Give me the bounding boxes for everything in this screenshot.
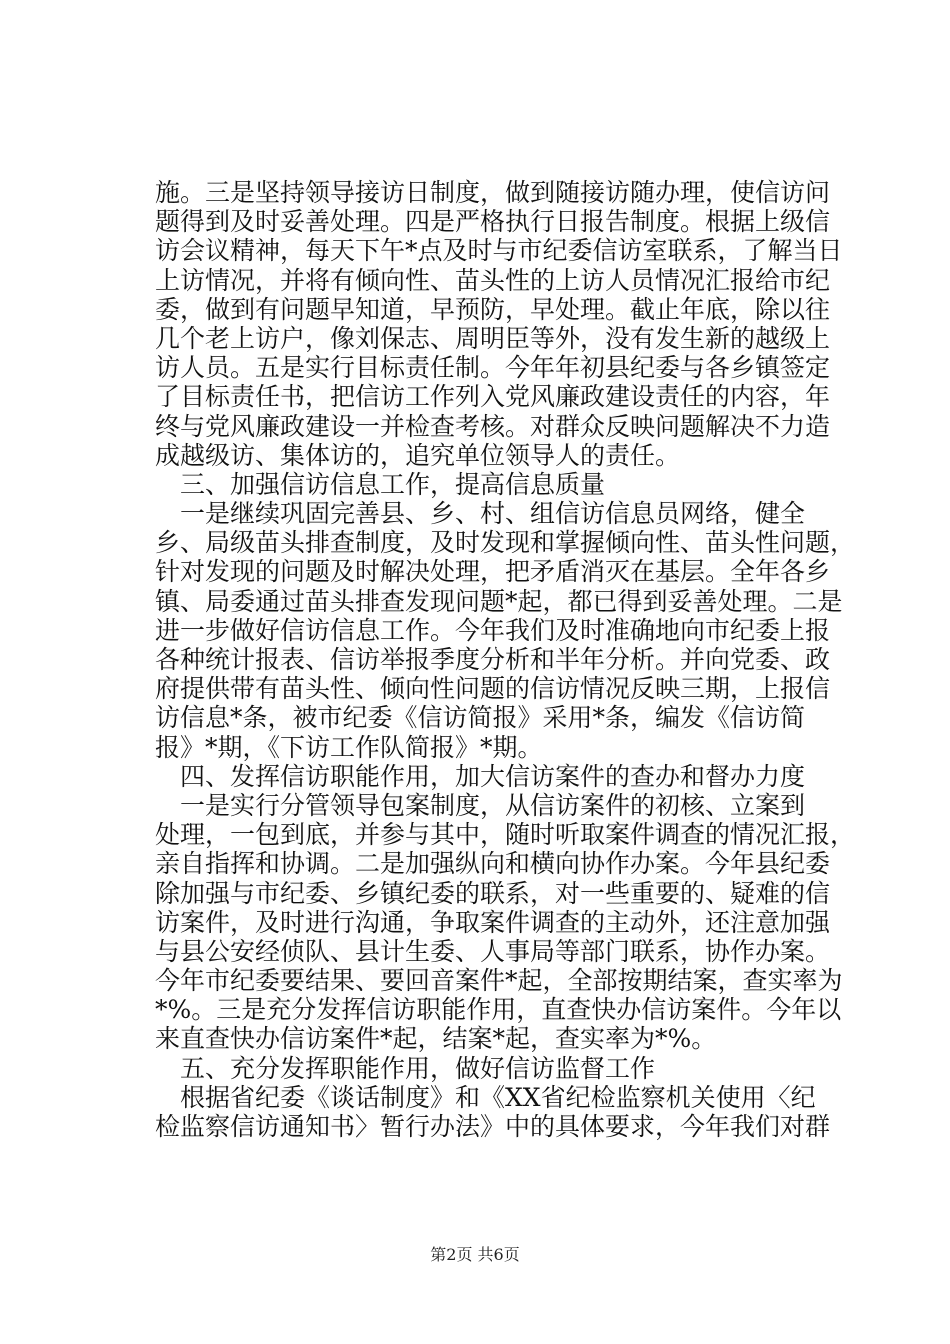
text-line: 与县公安经侦队、县计生委、人事局等部门联系，协作办案。 bbox=[155, 936, 831, 966]
text-line: 一是实行分管领导包案制度，从信访案件的初核、立案到 bbox=[180, 790, 806, 820]
text-line: 检监察信访通知书〉暂行办法》中的具体要求，今年我们对群 bbox=[155, 1112, 831, 1141]
document-body bbox=[155, 178, 856, 1141]
text-line: 镇、局委通过苗头排查发现问题*起，都已得到妥善处理。二是 bbox=[155, 586, 843, 616]
text-line: 访案件，及时进行沟通，争取案件调查的主动外，还注意加强 bbox=[155, 907, 831, 937]
text-line: 了目标责任书，把信访工作列入党风廉政建设责任的内容，年 bbox=[155, 382, 831, 412]
page-number-label: 第2页 共6页 bbox=[430, 1245, 520, 1264]
section-heading: 三、加强信访信息工作，提高信息质量 bbox=[180, 469, 606, 499]
text-line: 来直查快办信访案件*起，结案*起，查实率为*%。 bbox=[155, 1024, 717, 1054]
text-line: 处理，一包到底，并参与其中，随时听取案件调查的情况汇报， bbox=[155, 820, 856, 850]
text-line: 除加强与市纪委、乡镇纪委的联系，对一些重要的、疑难的信 bbox=[155, 878, 831, 908]
page-footer bbox=[0, 1245, 950, 1265]
text-line: 成越级访、集体访的，追究单位领导人的责任。 bbox=[155, 440, 681, 470]
text-line: 各种统计报表、信访举报季度分析和半年分析。并向党委、政 bbox=[155, 645, 831, 674]
text-line: 府提供带有苗头性、倾向性问题的信访情况反映三期，上报信 bbox=[155, 674, 831, 704]
text-line: *%。三是充分发挥信访职能作用，直查快办信访案件。今年以 bbox=[155, 995, 842, 1025]
text-line: 访信息*条，被市纪委《信访简报》采用*条，编发《信访简 bbox=[155, 703, 806, 733]
text-line: 终与党风廉政建设一并检查考核。对群众反映问题解决不力造 bbox=[155, 411, 831, 441]
text-line: 题得到及时妥善处理。四是严格执行日报告制度。根据上级信 bbox=[155, 207, 831, 237]
text-line: 一是继续巩固完善县、乡、村、组信访信息员网络，健全 bbox=[180, 499, 806, 529]
section-heading: 五、充分发挥职能作用，做好信访监督工作 bbox=[180, 1053, 656, 1083]
text-line: 报》*期，《下访工作队简报》*期。 bbox=[155, 732, 543, 762]
text-line: 施。三是坚持领导接访日制度，做到随接访随办理，使信访问 bbox=[155, 178, 831, 207]
text-line: 亲自指挥和协调。二是加强纵向和横向协作办案。今年县纪委 bbox=[155, 849, 831, 879]
text-line: 针对发现的问题及时解决处理，把矛盾消灭在基层。全年各乡 bbox=[155, 557, 831, 587]
text-line: 访人员。五是实行目标责任制。今年年初县纪委与各乡镇签定 bbox=[155, 353, 831, 383]
text-line: 几个老上访户，像刘保志、周明臣等外，没有发生新的越级上 bbox=[155, 323, 831, 353]
text-line: 上访情况，并将有倾向性、苗头性的上访人员情况汇报给市纪 bbox=[155, 265, 831, 295]
text-line: 访会议精神，每天下午*点及时与市纪委信访室联系，了解当日 bbox=[155, 236, 843, 266]
text-line: 乡、局级苗头排查制度，及时发现和掌握倾向性、苗头性问题， bbox=[155, 528, 856, 558]
text-line: 进一步做好信访信息工作。今年我们及时准确地向市纪委上报 bbox=[155, 615, 831, 645]
text-line: 今年市纪委要结果、要回音案件*起，全部按期结案，查实率为 bbox=[155, 966, 843, 996]
section-heading: 四、发挥信访职能作用，加大信访案件的查办和督办力度 bbox=[180, 761, 806, 791]
text-line: 根据省纪委《谈话制度》和《XX省纪检监察机关使用〈纪 bbox=[180, 1082, 816, 1112]
text-line: 委，做到有问题早知道，早预防，早处理。截止年底，除以往 bbox=[155, 294, 831, 324]
